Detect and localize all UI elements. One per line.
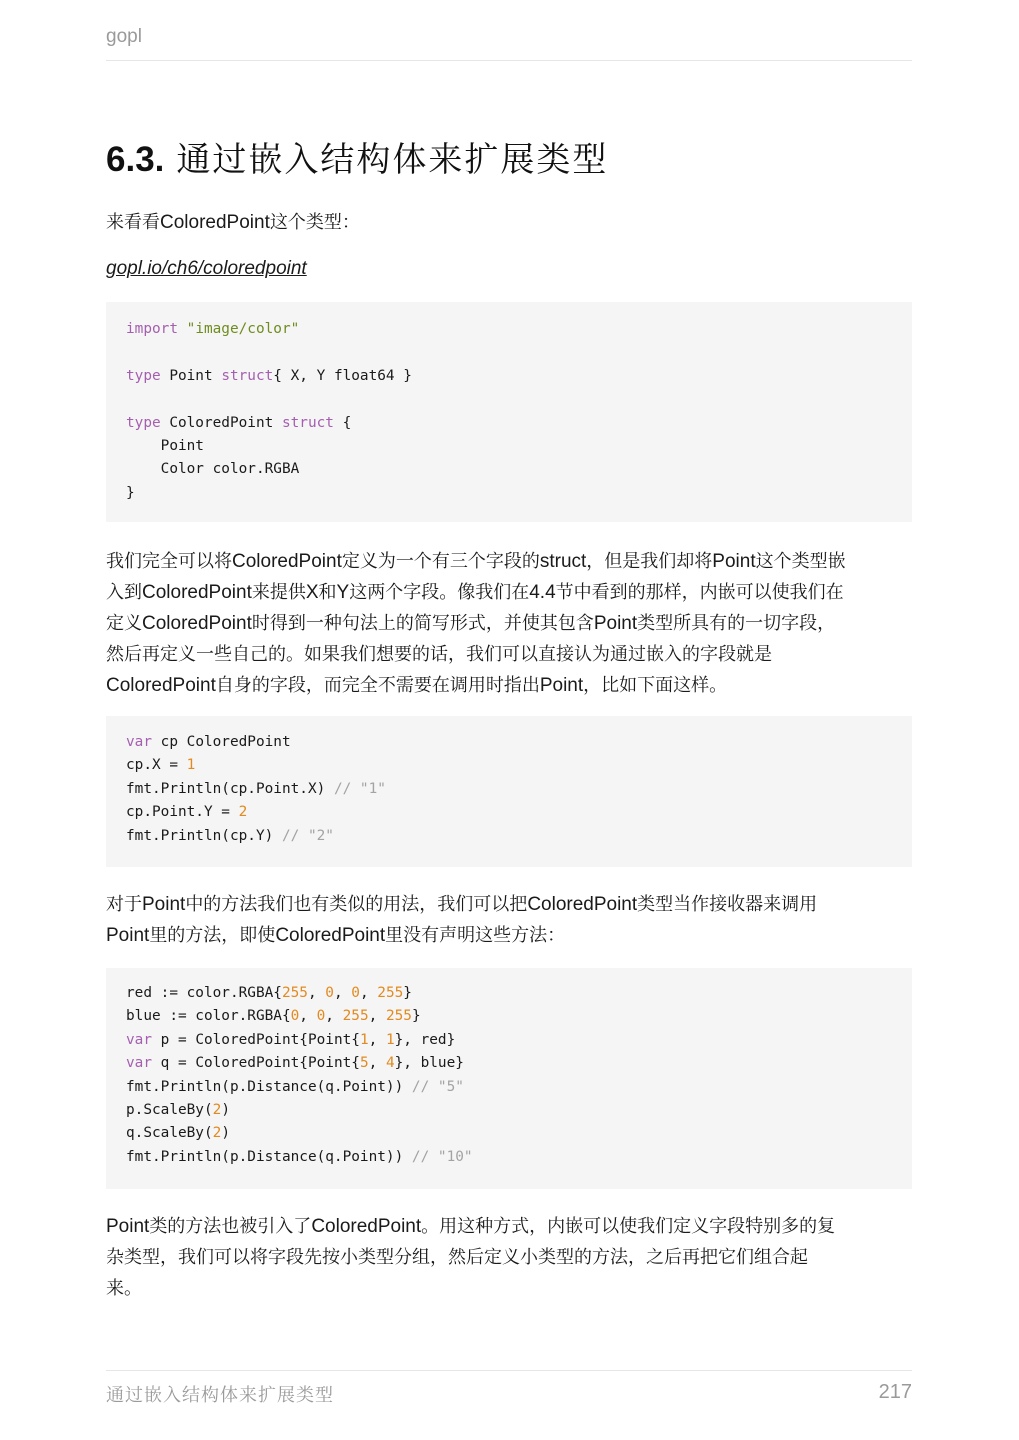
code-token: blue := color.RGBA{: [126, 1008, 291, 1025]
text-segment: Point: [106, 1216, 150, 1237]
code-token: q = ColoredPoint{Point{: [152, 1055, 360, 1072]
code-token: red := color.RGBA{: [126, 985, 282, 1001]
code-token: cp.X =: [126, 757, 187, 774]
intro-text: 来看看: [106, 212, 160, 233]
code-line: [126, 321, 299, 337]
code-block-struct: [106, 302, 912, 522]
source-link[interactable]: gopl.io/ch6/coloredpoint: [106, 258, 307, 279]
code-token: ,: [368, 1008, 386, 1025]
text-segment: ColoredPoint: [527, 894, 638, 915]
code-token: 2: [212, 1102, 222, 1119]
code-token: ColoredPoint: [160, 414, 282, 431]
code-token: p = ColoredPoint{Point{: [152, 1031, 360, 1048]
text-segment: 类型当作接收器来调用: [637, 894, 818, 915]
section-number: 6.3.: [106, 140, 165, 179]
text-segment: Point: [712, 551, 756, 572]
paragraph-line: [106, 546, 912, 577]
code-token: 0: [351, 985, 360, 1001]
code-token: var: [126, 1055, 152, 1072]
text-segment: ColoredPoint: [106, 675, 216, 696]
text-segment: 来提供: [251, 582, 306, 603]
section-heading: [106, 132, 608, 181]
code-token: }, red}: [394, 1031, 456, 1048]
text-segment: 节中看到的那样，内嵌可以使我们在: [555, 582, 844, 603]
code-token: 5: [359, 1055, 369, 1072]
text-segment: 我们完全可以将: [106, 551, 232, 572]
code-token: 1: [359, 1031, 369, 1048]
code-line: [126, 804, 247, 820]
text-segment: 时得到一种句法上的简写形式，并使其包含: [251, 613, 594, 634]
text-segment: ColoredPoint: [232, 551, 342, 572]
intro-term: ColoredPoint: [160, 212, 270, 233]
text-segment: 。用这种方式，内嵌可以使我们定义字段特别多的复: [421, 1216, 836, 1237]
text-segment: 中的方法我们也有类似的用法，我们可以把: [185, 894, 528, 915]
intro-paragraph: [106, 207, 912, 238]
code-token: // "2": [281, 827, 334, 844]
paragraph-line: [106, 608, 912, 639]
code-line: [126, 757, 195, 773]
text-segment: 和: [318, 582, 337, 603]
code-token: 255: [385, 1008, 412, 1025]
text-segment: 4.4: [529, 582, 556, 603]
code-line: [126, 368, 412, 384]
code-token: fmt.Println(cp.Point.X): [126, 780, 334, 797]
code-token: }, blue}: [394, 1055, 464, 1072]
code-token: 0: [325, 985, 334, 1001]
text-segment: ，比如下面这样。: [583, 675, 728, 696]
text-segment: 然后再定义一些自己的。如果我们想要的话，我们可以直接认为通过嵌入的字段就是: [106, 644, 772, 665]
code-token: // "1": [333, 780, 386, 797]
section-title: 通过嵌入结构体来扩展类型: [176, 140, 609, 180]
text-segment: Point: [106, 925, 150, 946]
paragraph-methods: [106, 889, 912, 951]
paragraph-line: [106, 889, 912, 920]
code-line: [126, 1032, 455, 1048]
code-token: 255: [342, 1008, 369, 1025]
code-line: [126, 1008, 421, 1024]
code-line: [126, 1079, 464, 1095]
code-line: [126, 415, 351, 431]
text-segment: 杂类型，我们可以将字段先按小类型分组，然后定义小类型的方法，之后再把它们组合起: [106, 1247, 808, 1268]
text-segment: 自身的字段，而完全不需要在调用时指出: [215, 675, 540, 696]
text-segment: 入到: [106, 582, 142, 603]
code-token: ,: [325, 1008, 343, 1025]
text-segment: Point: [593, 613, 638, 634]
code-line: [126, 1102, 230, 1118]
code-token: q.ScaleBy(: [126, 1125, 213, 1142]
code-token: 1: [385, 1031, 395, 1048]
text-segment: 类的方法也被引入了: [149, 1216, 312, 1237]
text-segment: ，但是我们却将: [586, 551, 713, 572]
text-segment: 定义为一个有三个字段的: [341, 551, 540, 572]
code-token: ,: [368, 1055, 386, 1072]
text-segment: Point: [142, 894, 186, 915]
code-line: [126, 781, 386, 797]
code-token: import: [126, 321, 178, 337]
intro-text-end: 这个类型：: [269, 212, 360, 233]
code-line: [126, 1149, 473, 1165]
text-segment: X: [305, 582, 319, 603]
text-segment: 对于: [106, 894, 142, 915]
paragraph-line: [106, 1242, 912, 1273]
code-token: p.ScaleBy(: [126, 1102, 213, 1119]
text-segment: Point: [539, 675, 584, 696]
code-token: cp.Point.Y =: [126, 804, 239, 821]
text-segment: ColoredPoint: [311, 1216, 422, 1237]
code-token: ,: [307, 985, 326, 1001]
code-token: 255: [281, 985, 308, 1001]
code-token: ,: [299, 1008, 317, 1025]
code-token: ,: [368, 1031, 386, 1048]
text-segment: ColoredPoint: [275, 925, 386, 946]
code-token: ,: [359, 985, 378, 1001]
code-token: { X, Y float64 }: [273, 367, 412, 384]
paragraph-embedding: [106, 546, 912, 701]
code-token: Point: [160, 367, 222, 384]
code-token: }: [411, 1008, 421, 1025]
footer-chapter-title: 通过嵌入结构体来扩展类型: [106, 1385, 334, 1406]
code-token: 2: [212, 1125, 222, 1142]
code-token: fmt.Println(p.Distance(q.Point)): [126, 1078, 412, 1095]
paragraph-line: [106, 1211, 912, 1242]
paragraph-line: [106, 920, 912, 951]
code-token: ): [221, 1125, 230, 1142]
code-token: type: [126, 367, 161, 384]
text-segment: struct: [539, 551, 587, 572]
code-line: [126, 985, 412, 1001]
text-segment: ColoredPoint: [142, 582, 252, 603]
header-divider: [106, 60, 912, 61]
code-token: }: [126, 484, 135, 501]
paragraph-line: [106, 639, 912, 670]
code-token: // "10": [411, 1148, 473, 1165]
code-line: [126, 734, 291, 750]
text-segment: Y: [336, 582, 350, 603]
code-token: 0: [316, 1008, 326, 1025]
code-token: 0: [290, 1008, 300, 1025]
code-token: ,: [333, 985, 352, 1001]
text-segment: 来。: [106, 1278, 142, 1299]
code-token: }: [403, 985, 412, 1001]
code-token: 4: [385, 1055, 395, 1072]
code-line: [126, 1125, 230, 1141]
code-block-field-access: [106, 716, 912, 867]
code-token: cp ColoredPoint: [152, 734, 291, 750]
code-token: fmt.Println(cp.Y): [126, 827, 282, 844]
code-line: [126, 828, 334, 844]
code-token: Color color.RGBA: [126, 461, 300, 478]
code-token: ): [221, 1102, 230, 1119]
code-token: Point: [126, 438, 204, 455]
paragraph-line: [106, 1273, 912, 1304]
code-block-methods: [106, 968, 912, 1189]
text-segment: 这个类型嵌: [755, 551, 846, 572]
paragraph-line: [106, 577, 912, 608]
text-segment: 这两个字段。像我们在: [349, 582, 530, 603]
text-segment: 定义: [106, 613, 142, 634]
text-segment: 里的方法，即使: [149, 925, 276, 946]
code-token: type: [126, 414, 161, 431]
code-token: var: [126, 1031, 152, 1048]
code-line: [126, 485, 135, 501]
page-number: 217: [878, 1381, 912, 1403]
code-token: struct: [281, 414, 334, 431]
text-segment: ColoredPoint: [142, 613, 252, 634]
code-token: 2: [238, 804, 248, 821]
code-token: [178, 321, 187, 337]
paragraph-summary: [106, 1211, 912, 1304]
code-line: [126, 438, 204, 454]
code-token: fmt.Println(p.Distance(q.Point)): [126, 1148, 412, 1165]
text-segment: 里没有声明这些方法：: [385, 925, 566, 946]
code-token: // "5": [411, 1078, 464, 1095]
text-segment: 类型所具有的一切字段，: [637, 613, 836, 634]
code-token: {: [333, 414, 352, 431]
code-token: 1: [186, 757, 196, 774]
footer-divider: [106, 1370, 912, 1371]
code-line: [126, 461, 299, 477]
code-token: struct: [221, 367, 274, 384]
code-token: 255: [377, 985, 404, 1001]
code-line: [126, 1055, 464, 1071]
paragraph-line: [106, 670, 912, 701]
code-token: var: [126, 734, 152, 750]
running-header: gopl: [106, 26, 142, 47]
code-token: "image/color": [186, 321, 300, 337]
